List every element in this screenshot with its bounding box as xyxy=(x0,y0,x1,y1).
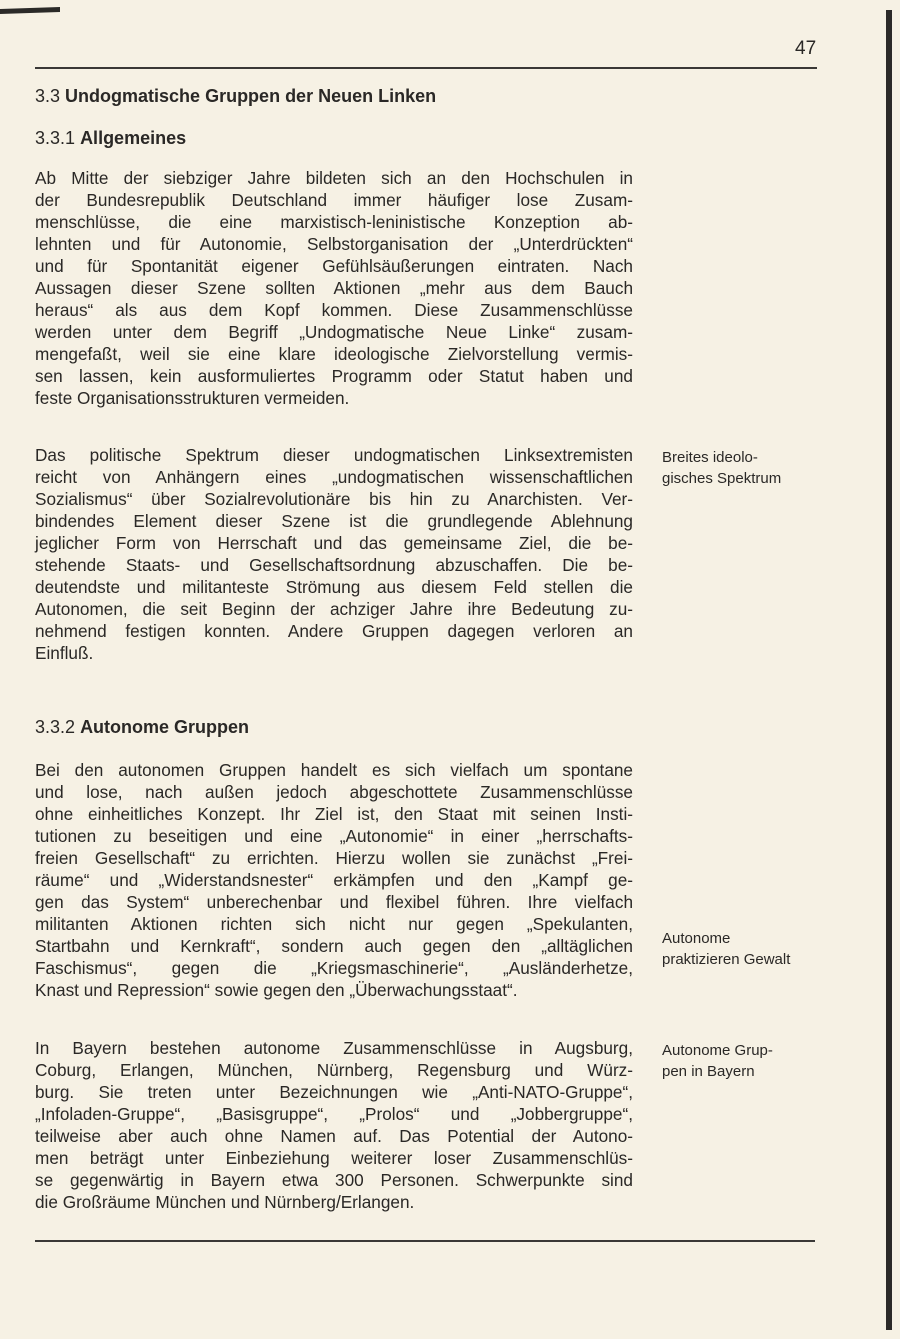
header-rule xyxy=(35,67,817,69)
text-line: militanten Aktionen richten sich nicht nur gegen „Spekulanten, xyxy=(35,914,633,934)
text-line: die Großräume München und Nürnberg/Erlangen. xyxy=(35,1192,415,1212)
text-line: feste Organisationsstrukturen vermeiden. xyxy=(35,388,350,408)
text-line: men beträgt unter Einbeziehung weiterer loser Zusammenschlüs- xyxy=(35,1148,633,1168)
section-heading xyxy=(35,86,436,107)
text-line: lehnten und für Autonomie, Selbstorganisation der „Unterdrückten“ xyxy=(35,234,633,254)
text-line: bindendes Element dieser Szene ist die grundlegende Ablehnung xyxy=(35,511,633,531)
text-line: Aussagen dieser Szene sollten Aktionen „mehr aus dem Bauch xyxy=(35,278,633,298)
page-number: 47 xyxy=(795,38,817,59)
text-line: Knast und Repression“ sowie gegen den „Überwachungsstaat“. xyxy=(35,980,518,1000)
text-line: heraus“ als aus dem Kopf kommen. Diese Zusammenschlüsse xyxy=(35,300,633,320)
subsection-title: Autonome Gruppen xyxy=(80,717,250,737)
text-line: teilweise aber auch ohne Namen auf. Das Potential der Autono- xyxy=(35,1126,633,1146)
margin-note xyxy=(662,928,790,970)
text-line: nehmend festigen konnten. Andere Gruppen dagegen verloren an xyxy=(35,621,633,641)
text-line: Autonomen, die seit Beginn der achziger Jahre ihre Bedeutung zu- xyxy=(35,599,633,619)
margin-note-line: praktizieren Gewalt xyxy=(662,951,791,968)
text-line: jeglicher Form von Herrschaft und das gemeinsame Ziel, die be- xyxy=(35,533,633,553)
text-line: räume“ und „Widerstandsnester“ erkämpfen und den „Kampf ge- xyxy=(35,870,633,890)
text-line: „Infoladen-Gruppe“, „Basisgruppe“, „Prolos“ und „Jobbergruppe“, xyxy=(35,1104,633,1124)
text-line: tutionen zu beseitigen und eine „Autonomie“ in einer „herrschafts- xyxy=(35,826,633,846)
paragraph-spectrum xyxy=(35,444,633,664)
section-title: Undogmatische Gruppen der Neuen Linken xyxy=(65,86,437,106)
text-line: sen lassen, kein ausformuliertes Programm oder Statut haben und xyxy=(35,366,633,386)
paragraph-intro xyxy=(35,167,633,409)
margin-note-line: Autonome Grup- xyxy=(662,1042,773,1059)
paragraph-bavaria xyxy=(35,1037,633,1213)
margin-note-line: Autonome xyxy=(662,930,731,947)
text-line: burg. Sie treten unter Bezeichnungen wie „Anti-NATO-Gruppe“, xyxy=(35,1082,633,1102)
text-line: Coburg, Erlangen, München, Nürnberg, Regensburg und Würz- xyxy=(35,1060,633,1080)
text-line: Sozialismus“ über Sozialrevolutionäre bis hin zu Anarchisten. Ver- xyxy=(35,489,633,509)
subsection-number: 3.3.2 xyxy=(35,717,76,737)
margin-note-line: Breites ideolo- xyxy=(662,449,758,466)
text-line: Startbahn und Kernkraft“, sondern auch gegen den „alltäglichen xyxy=(35,936,633,956)
margin-note-line: pen in Bayern xyxy=(662,1063,755,1080)
text-line: deutendste und militanteste Strömung aus diesem Feld stellen die xyxy=(35,577,633,597)
paragraph-autonomous-groups xyxy=(35,759,633,1001)
text-line: und für Spontanität eigener Gefühlsäußerungen eintraten. Nach xyxy=(35,256,633,276)
text-line: Bei den autonomen Gruppen handelt es sich vielfach um spontane xyxy=(35,760,633,780)
text-line: Ab Mitte der siebziger Jahre bildeten sich an den Hochschulen in xyxy=(35,168,633,188)
text-line: mengefaßt, weil sie eine klare ideologische Zielvorstellung vermis- xyxy=(35,344,633,364)
text-line: und lose, nach außen jedoch abgeschottete Zusammenschlüsse xyxy=(35,782,633,802)
text-line: der Bundesrepublik Deutschland immer häufiger lose Zusam- xyxy=(35,190,633,210)
text-line: In Bayern bestehen autonome Zusammenschlüsse in Augsburg, xyxy=(35,1038,633,1058)
subsection-number: 3.3.1 xyxy=(35,128,76,148)
section-number: 3.3 xyxy=(35,86,61,106)
scan-edge-right xyxy=(886,10,892,1330)
subsection-heading xyxy=(35,717,249,738)
text-line: menschlüsse, die eine marxistisch-leninistische Konzeption ab- xyxy=(35,212,633,232)
text-line: se gegenwärtig in Bayern etwa 300 Personen. Schwerpunkte sind xyxy=(35,1170,633,1190)
text-line: Faschismus“, gegen die „Kriegsmaschinerie“, „Ausländerhetze, xyxy=(35,958,633,978)
footer-rule xyxy=(35,1240,815,1242)
text-line: reicht von Anhängern eines „undogmatischen wissenschaftlichen xyxy=(35,467,633,487)
text-line: gen das System“ unberechenbar und flexibel führen. Ihre vielfach xyxy=(35,892,633,912)
margin-note xyxy=(662,1040,773,1082)
text-line: Das politische Spektrum dieser undogmatischen Linksextremisten xyxy=(35,445,633,465)
scan-edge-top xyxy=(0,7,60,14)
margin-note xyxy=(662,447,781,489)
text-line: Einfluß. xyxy=(35,643,94,663)
text-line: freien Gesellschaft“ zu errichten. Hierzu wollen sie zunächst „Frei- xyxy=(35,848,633,868)
subsection-heading xyxy=(35,128,186,149)
text-line: ohne einheitliches Konzept. Ihr Ziel ist, den Staat mit seinen Insti- xyxy=(35,804,633,824)
text-line: werden unter dem Begriff „Undogmatische Neue Linke“ zusam- xyxy=(35,322,633,342)
text-line: stehende Staats- und Gesellschaftsordnung abzuschaffen. Die be- xyxy=(35,555,633,575)
margin-note-line: gisches Spektrum xyxy=(662,470,782,487)
subsection-title: Allgemeines xyxy=(80,128,187,148)
